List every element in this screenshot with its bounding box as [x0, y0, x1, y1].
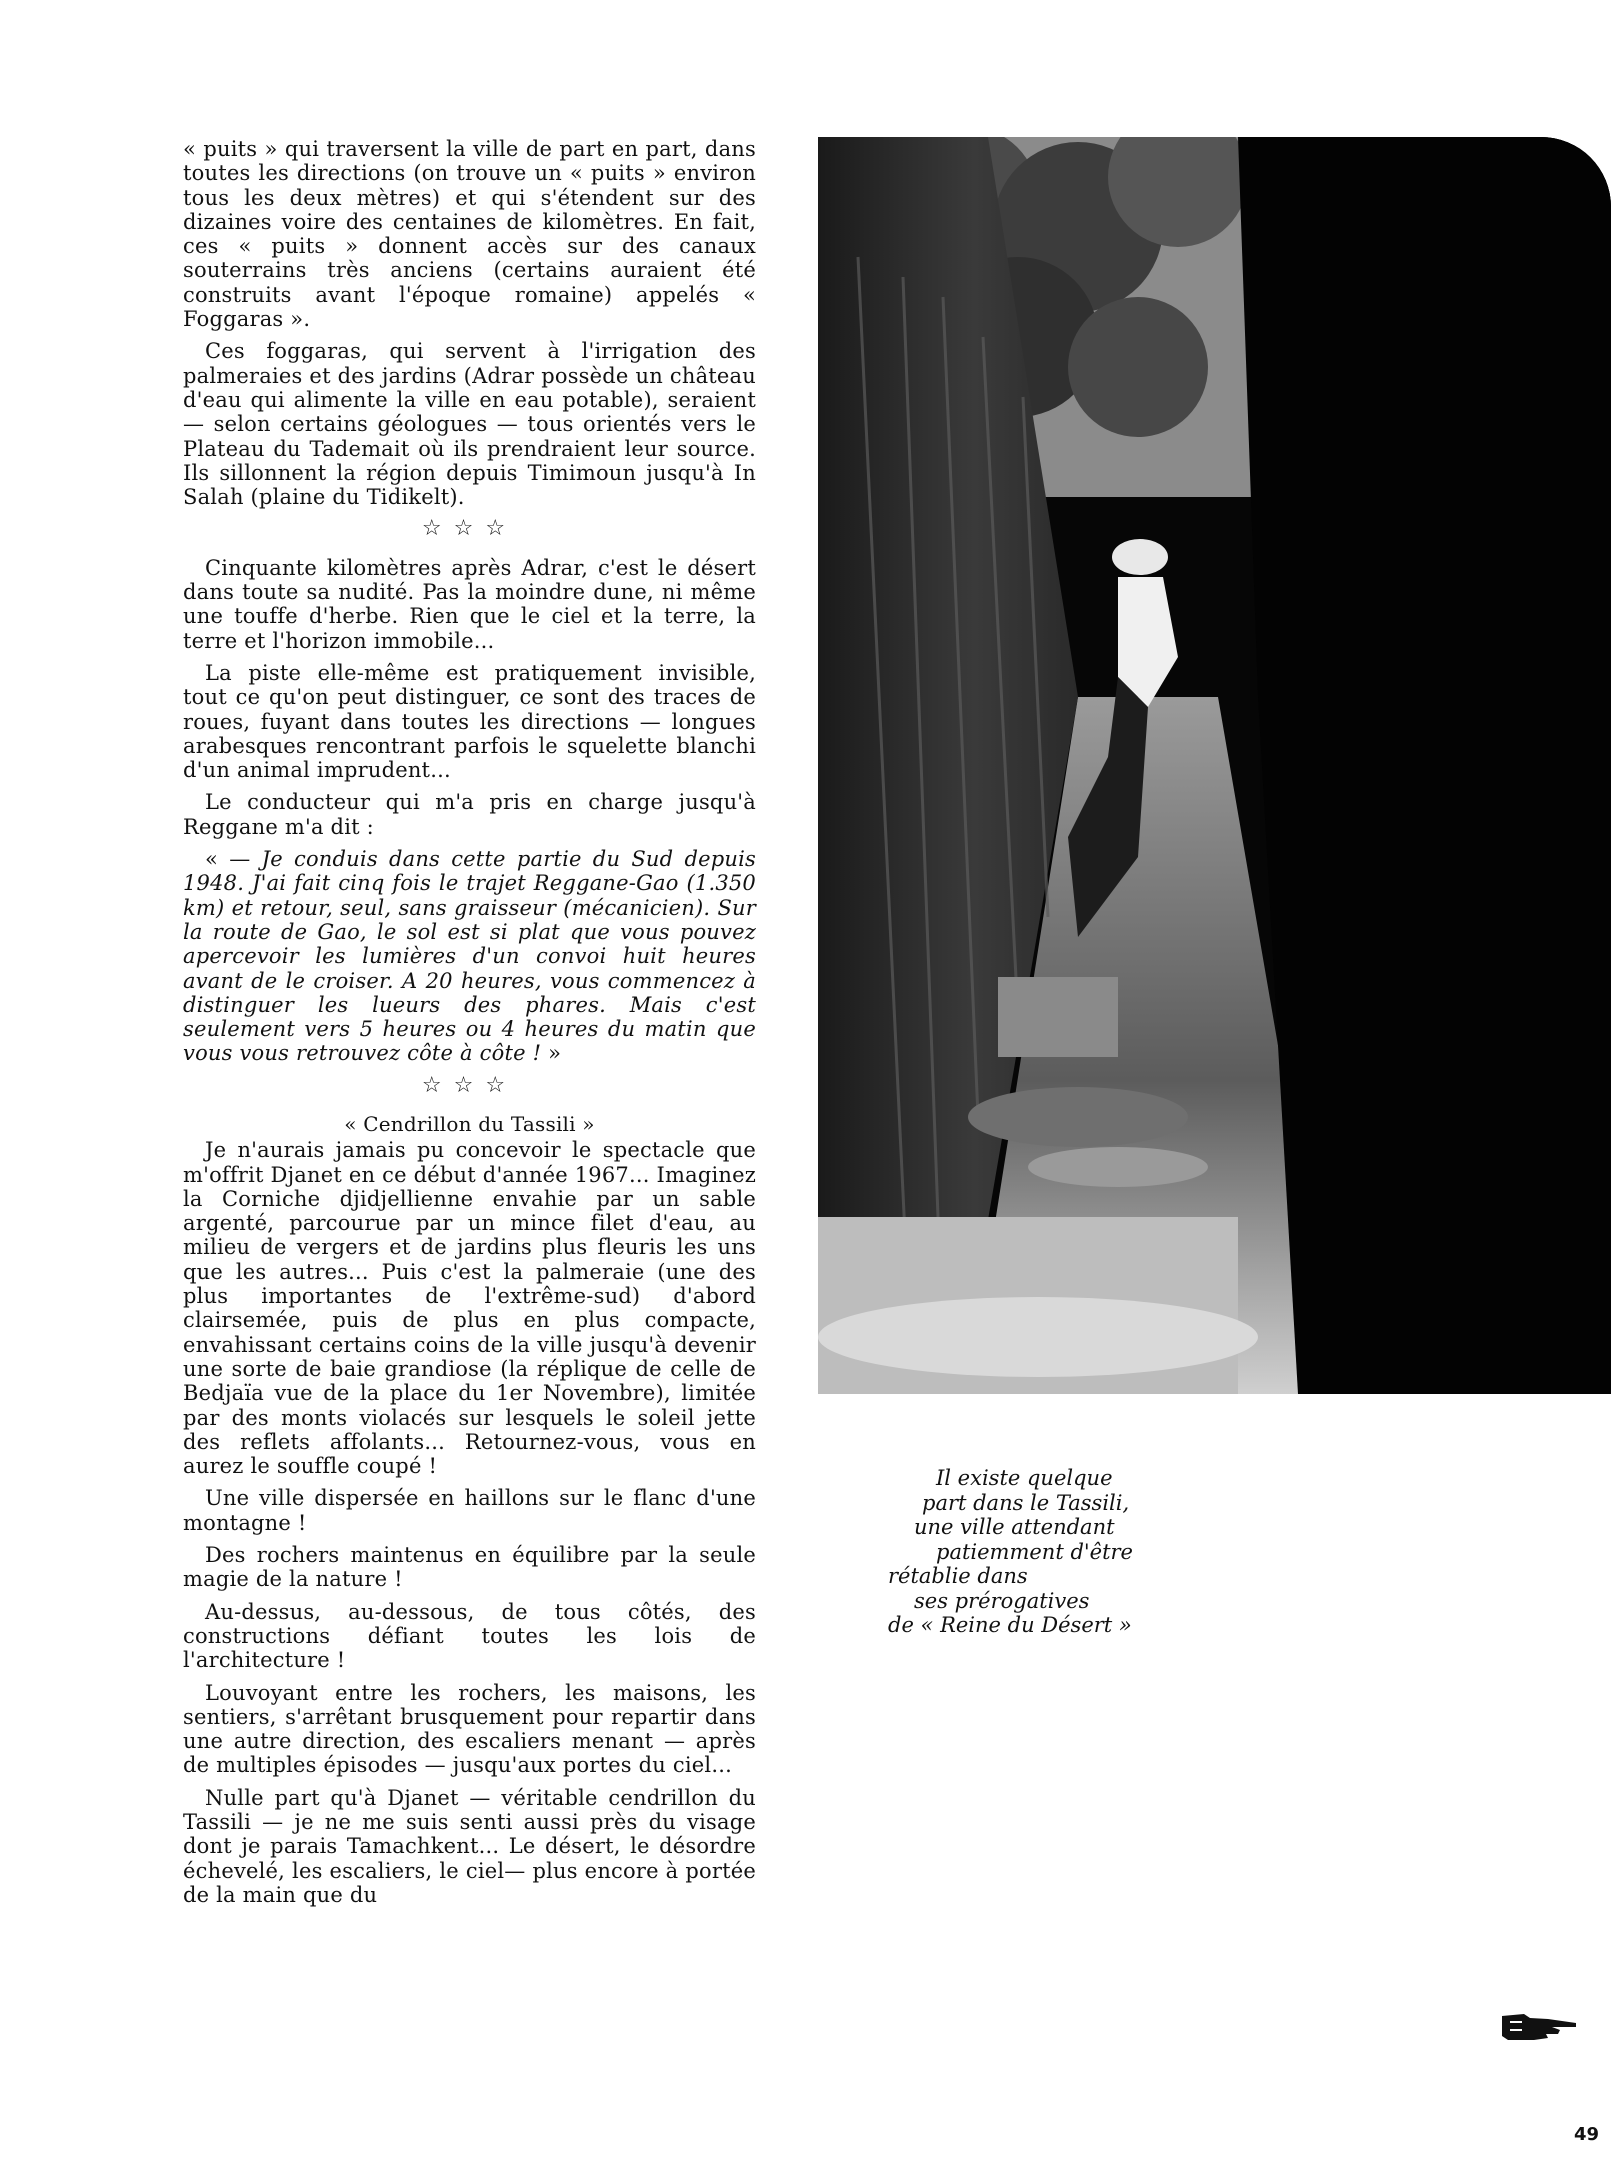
paragraph: Le conducteur qui m'a pris en charge jusqu'à Reggane m'a dit :	[183, 790, 756, 839]
caption-line: de « Reine du Désert »	[888, 1613, 1132, 1637]
caption-line: rétablie dans	[888, 1564, 1028, 1588]
section-separator-stars: ☆☆☆	[421, 516, 518, 542]
paragraph: Cinquante kilomètres après Adrar, c'est le désert dans toute sa nudité. Pas la moindre dune, ni même une touffe d'herbe. Rien que le ciel et la terre, la terre et l'horizon immobile...	[183, 555, 756, 653]
photo-caption	[878, 1466, 1198, 1638]
quote-text: Je conduis dans cette partie du Sud depuis 1948. J'ai fait cinq fois le trajet Reggane-Gao (1.350 km) et retour, seul, sans graisseur (mécanicien). Sur la route de Gao, le sol est si plat que vous pouvez apercevoir les lumières d'un convoi huit heures avant de le croiser. A 20 heures, vous commencez à distinguer les lueurs des phares. Mais c'est seulement vers 5 heures ou 4 heures du matin que vous vous retrouvez côte à côte !	[183, 847, 756, 1066]
paragraph: Au-dessus, au-dessous, de tous côtés, des constructions défiant toutes les lois de l'architecture !	[183, 1599, 756, 1673]
caption-line: une ville attendant	[914, 1515, 1115, 1539]
paragraph: Ces foggaras, qui servent à l'irrigation des palmeraies et des jardins (Adrar possède un château d'eau qui alimente la ville en eau potable), seraient — selon certains géologues — tous orientés vers le Plateau du Tademait où ils prendraient leur source. Ils sillonnent la région depuis Timimoun jusqu'à In Salah (plaine du Tidikelt).	[183, 339, 756, 510]
paragraph: La piste elle-même est pratiquement invisible, tout ce qu'on peut distinguer, ce sont des traces de roues, fuyant dans toutes les directions — longues arabesques rencontrant parfois le squelette blanchi d'un animal imprudent...	[183, 660, 756, 783]
paragraph: Je n'aurais jamais pu concevoir le spectacle que m'offrit Djanet en ce début d'année 1967... Imaginez la Corniche djidjellienne envahie par un sable argenté, parcourue par un mince filet d'eau, au milieu de vergers et de jardins plus fleuris les uns que les autres... Puis c'est la palmeraie (une des plus importantes de l'extrême-sud) d'abord clairsemée, puis de plus en plus compacte, envahissant certains coins de la ville jusqu'à devenir une sorte de baie grandiose (la réplique de celle de Bedjaïa vue de la place du 1er Novembre), limitée par des monts violacés sur lesquels le soleil jette des reflets affolants... Retournez-vous, vous en aurez le souffle coupé !	[183, 1138, 756, 1479]
article-column	[183, 137, 756, 1915]
caption-line: part dans le Tassili,	[922, 1490, 1130, 1515]
paragraph: Nulle part qu'à Djanet — véritable cendrillon du Tassili — je ne me suis senti aussi près du visage dont je parais Tamachkent... Le désert, le désordre échevelé, les escaliers, le ciel— plus encore à portée de la main que du	[183, 1785, 756, 1907]
paragraph: Des rochers maintenus en équilibre par la seule magie de la nature !	[183, 1543, 756, 1592]
section-subheading: « Cendrillon du Tassili »	[344, 1111, 595, 1136]
quote-close-mark: »	[541, 1041, 562, 1066]
page-number: 49	[1574, 2124, 1600, 2145]
street-scene-photo	[818, 137, 1611, 1394]
quote-open-mark: « —	[205, 847, 262, 872]
caption-line: patiemment d'être	[936, 1539, 1133, 1564]
paragraph: Une ville dispersée en haillons sur le flanc d'une montagne !	[183, 1486, 756, 1535]
driver-quote	[183, 847, 756, 1066]
caption-line: ses prérogatives	[914, 1588, 1090, 1613]
caption-line: Il existe quelque	[936, 1466, 1113, 1490]
pointing-hand-icon	[1500, 2010, 1578, 2044]
photo-illustration	[818, 137, 1611, 1394]
section-separator-stars: ☆☆☆	[421, 1072, 518, 1098]
paragraph: Louvoyant entre les rochers, les maisons, les sentiers, s'arrêtant brusquement pour repartir dans une autre direction, des escaliers menant — après de multiples épisodes — jusqu'aux portes du ciel...	[183, 1680, 756, 1778]
paragraph: « puits » qui traversent la ville de part en part, dans toutes les directions (on trouve un « puits » environ tous les deux mètres) et qui s'étendent sur des dizaines voire des centaines de kilomètres. En fait, ces « puits » donnent accès sur des canaux souterrains très anciens (certains auraient été construits avant l'époque romaine) appelés « Foggaras ».	[183, 137, 756, 332]
